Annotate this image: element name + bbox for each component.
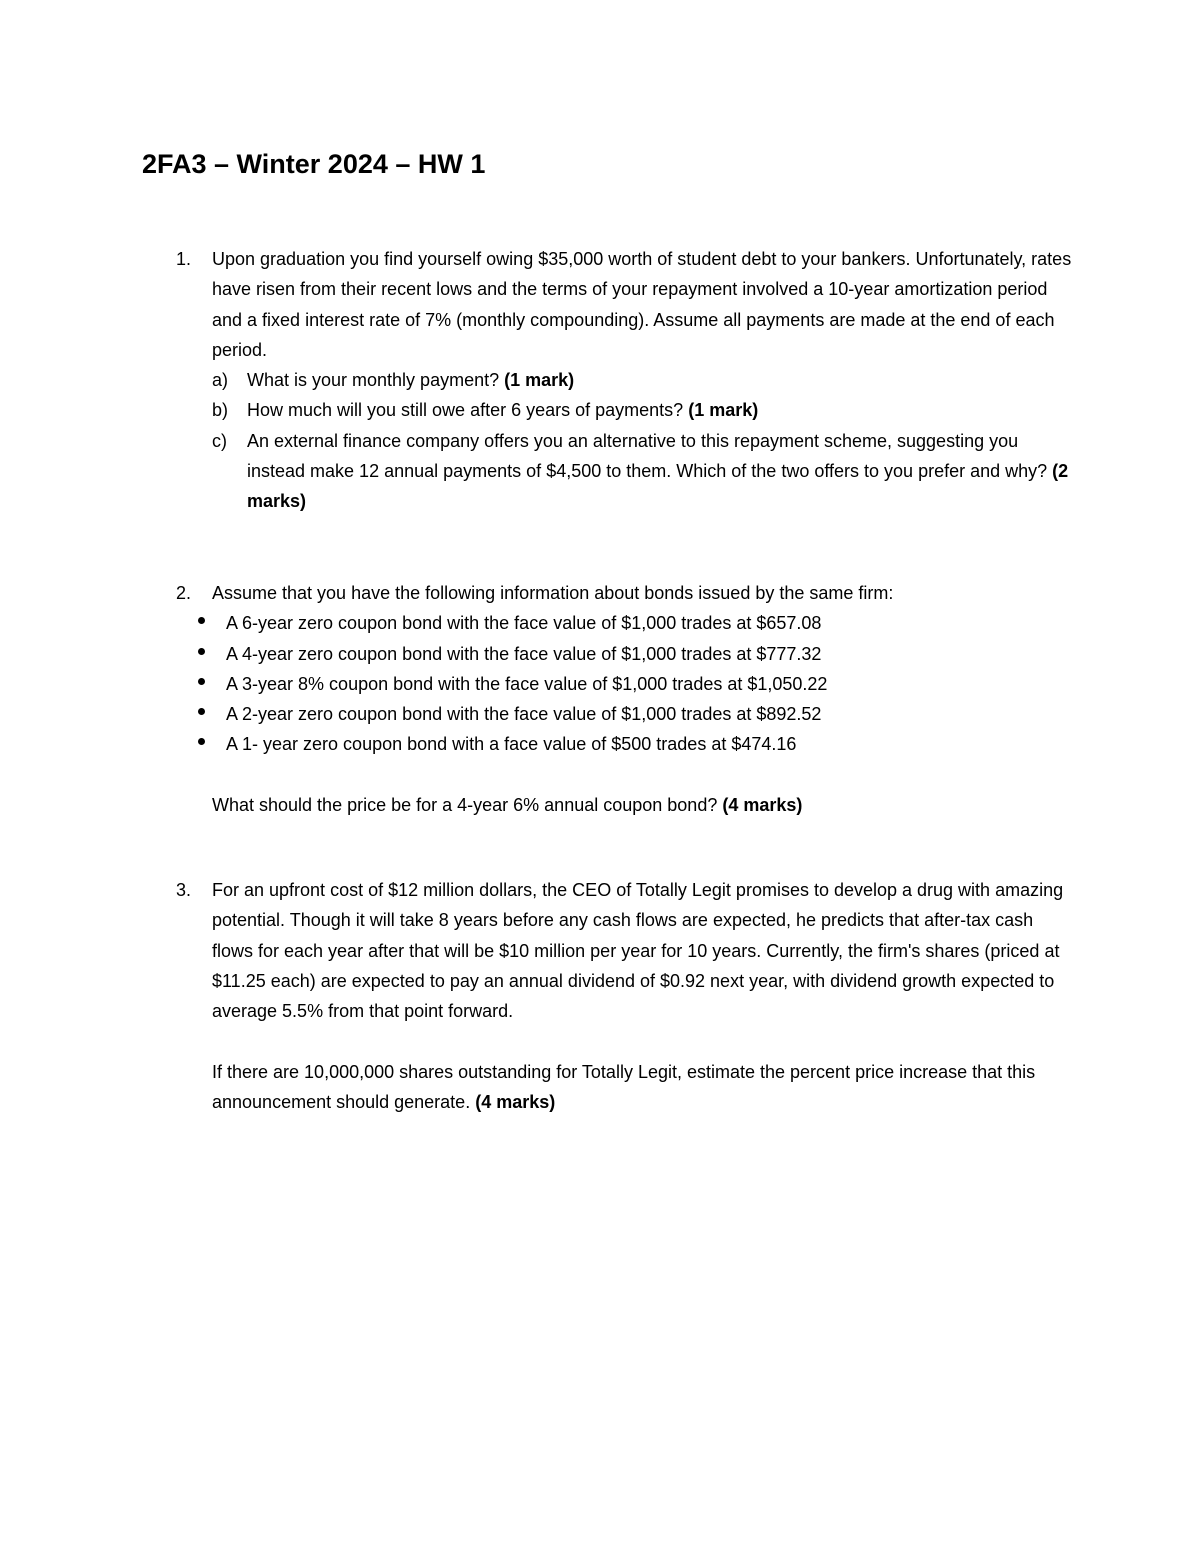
question-3 — [176, 875, 1076, 1117]
question-number: 2. — [176, 583, 192, 603]
marks-label: (2 marks) — [247, 461, 1069, 512]
question-prompt — [212, 790, 1076, 820]
question-1 — [176, 244, 1076, 517]
marks-label: (4 marks) — [475, 1092, 556, 1113]
sub-question-a — [212, 365, 1076, 395]
question-prompt-text: What should the price be for a 4-year 6% annual coupon bond? — [212, 795, 718, 816]
sub-question-b — [212, 395, 1076, 425]
list-item-text: A 1- year zero coupon bond with a face value of $500 trades at $474.16 — [226, 734, 797, 755]
list-item — [176, 669, 1076, 699]
marks-label: (4 marks) — [722, 795, 803, 816]
list-item-text: A 4-year zero coupon bond with the face value of $1,000 trades at $777.32 — [226, 643, 822, 664]
question-number: 3. — [176, 880, 192, 900]
question-text: Assume that you have the following information about bonds issued by the same firm: — [212, 583, 894, 603]
question-2 — [176, 578, 1076, 820]
list-item-text: A 2-year zero coupon bond with the face value of $1,000 trades at $892.52 — [226, 704, 822, 725]
list-item-text: A 3-year 8% coupon bond with the face value of $1,000 trades at $1,050.22 — [226, 673, 828, 694]
marks-label: (1 mark) — [688, 400, 759, 421]
sub-question-text: What is your monthly payment? — [247, 370, 500, 391]
page-title: 2FA3 – Winter 2024 – HW 1 — [142, 149, 486, 179]
bond-list — [176, 608, 1076, 759]
question-text: For an upfront cost of $12 million dollars, the CEO of Totally Legit promises to develop a drug with amazing potential. Though it will take 8 years before any cash flows are expected, he predicts that after-tax cash flows for each year after that will be $10 million per year for 10 years. Currently, the firm's shares (priced at $11.25 each) are expected to pay an annual dividend of $0.92 next year, with dividend growth expected to average 5.5% from that point forward. — [212, 880, 1064, 1022]
question-prompt — [212, 1057, 1076, 1118]
question-number: 1. — [176, 249, 192, 269]
sub-question-text: How much will you still owe after 6 years of payments? — [247, 400, 684, 421]
question-text: Upon graduation you find yourself owing $35,000 worth of student debt to your bankers. Unfortunately, rates have risen from their recent lows and the terms of your repayment involved a 10-year amortization period and a fixed interest rate of 7% (monthly compounding). Assume all payments are made at the end of each period. — [212, 249, 1072, 360]
sub-question-list — [212, 365, 1076, 516]
question-prompt-text: If there are 10,000,000 shares outstanding for Totally Legit, estimate the percent price increase that this announcement should generate. — [212, 1061, 1036, 1113]
marks-label: (1 mark) — [504, 370, 575, 391]
list-item — [176, 729, 1076, 759]
sub-question-label: c) — [212, 430, 227, 451]
sub-question-text: An external finance company offers you an alternative to this repayment scheme, suggesting you instead make 12 annual payments of $4,500 to them. Which of the two offers to you prefer and why? — [247, 430, 1048, 482]
sub-question-c — [212, 426, 1076, 517]
list-item — [176, 639, 1076, 669]
sub-question-label: a) — [212, 370, 229, 391]
sub-question-label: b) — [212, 400, 229, 421]
list-item — [176, 699, 1076, 729]
list-item-text: A 6-year zero coupon bond with the face value of $1,000 trades at $657.08 — [226, 613, 822, 634]
list-item — [176, 608, 1076, 638]
